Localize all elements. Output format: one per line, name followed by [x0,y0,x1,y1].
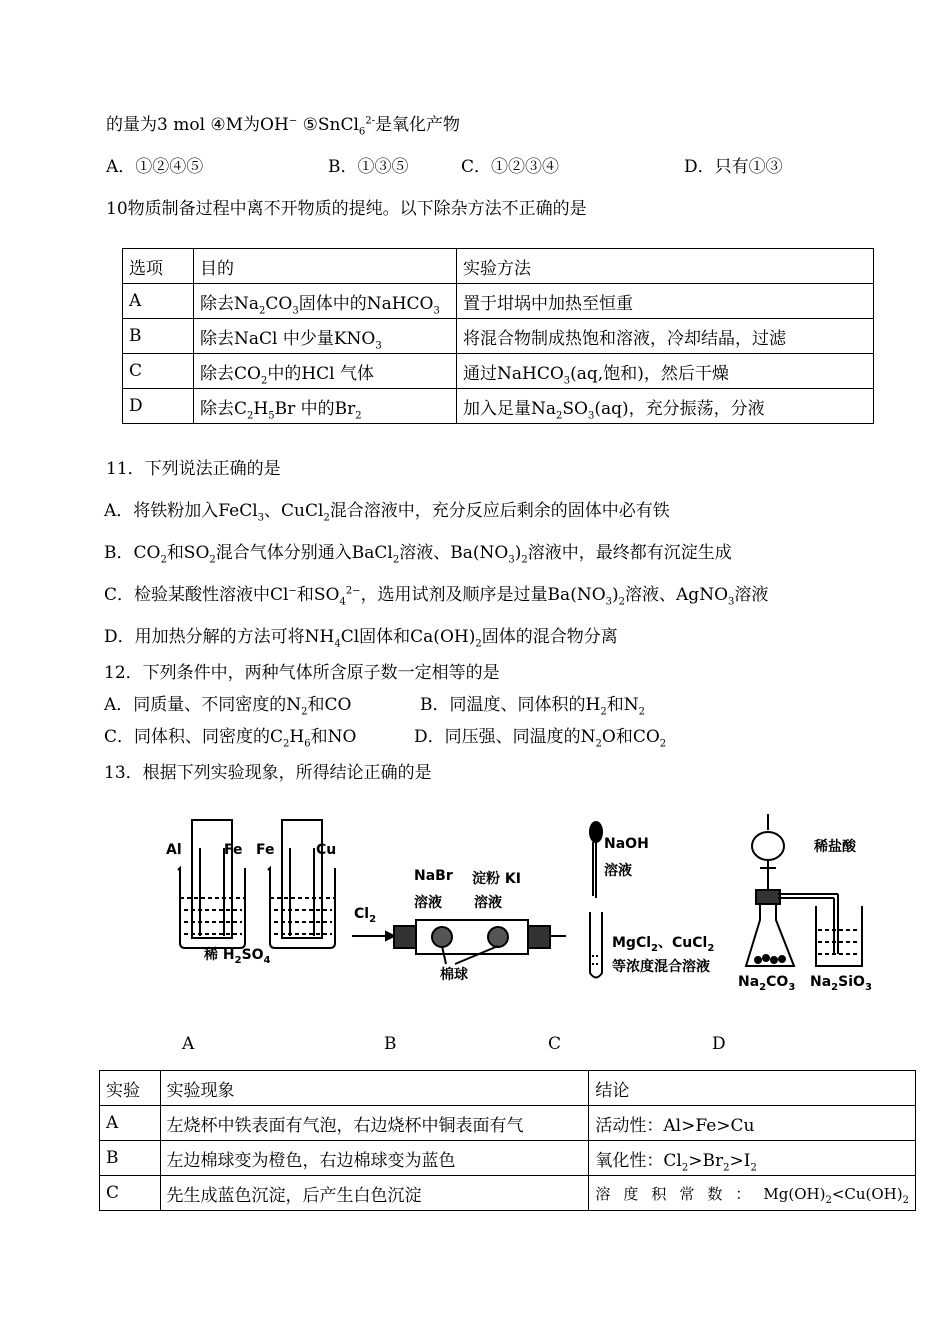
text: Na [810,974,832,990]
text: H [253,398,269,419]
fig-label-na2sio3 [810,974,872,993]
sub: 6 [304,738,311,750]
sub: 2 [209,554,216,566]
q9-option-b: B．①③⑤ [328,157,409,177]
text: 加入足量Na [463,398,557,419]
sub: 2 [521,554,528,566]
q9-text-1: 的量为3 mol ④M为OH [106,115,289,135]
text: Cl [354,906,370,922]
table-row [100,1141,916,1176]
q9-sup-2: 2- [365,115,376,127]
fig-caption-c: C [548,1034,562,1054]
fig-label-naoh2: 溶液 [604,863,632,879]
q13-header-concl: 结论 [589,1071,916,1106]
glass-tube-icon [352,920,566,964]
sub: 2 [160,554,167,566]
q10-cell-opt: D [123,389,194,424]
test-tube-icon [590,912,602,978]
q10-cell-goal [194,389,457,424]
q12-option-d [414,726,666,748]
text: ，选用试剂及顺序是过量Ba(NO [360,585,606,605]
fig-label-ball: 棉球 [440,967,468,983]
sub: 2 [595,738,602,750]
text: (aq)，充分振荡，分液 [594,398,765,419]
q9-text-3: 是氧化产物 [375,115,461,135]
sub: 2 [355,409,362,421]
sub: 3 [728,596,735,608]
fig-caption-b: B [384,1034,397,1054]
q10-cell-method: 将混合物制成热饱和溶液，冷却结晶，过滤 [457,319,874,354]
sub: 2 [750,1161,757,1173]
text: SO [562,398,588,419]
text: B．同温度、同体积的H [420,695,601,715]
fig-label-acid [204,944,271,964]
sub: 3 [605,596,613,608]
fig-label-ki: 淀粉 KI [472,871,521,887]
text: 和CO [307,695,352,715]
text: 溶液中，最终都有沉淀生成 [527,543,732,563]
q13-header-phen: 实验现象 [160,1071,589,1106]
text: >Br [688,1150,724,1171]
q13-header-exp: 实验 [100,1071,161,1106]
text: D．同压强、同温度的N [414,727,596,747]
sub: 3 [257,512,265,524]
text: A．同质量、不同密度的N [104,695,302,715]
fig-label-nabr: NaBr [414,868,453,884]
q12-option-b [420,694,645,716]
sub: 3 [864,981,872,993]
fig-label-na2co3 [738,974,796,993]
text: SO [241,947,264,963]
q13-cell-phen: 先生成蓝色沉淀，后产生白色沉淀 [160,1176,589,1211]
q9-sub-2: 6 [358,126,366,138]
sub: 2 [651,942,658,954]
q13-table [99,1070,916,1211]
q13-cell-phen: 左烧杯中铁表面有气泡，右边烧杯中铜表面有气 [160,1106,589,1141]
q9-option-d: D．只有①③ [684,157,783,177]
sub: 3 [433,304,440,316]
text: D．用加热分解的方法可将NH [104,627,335,647]
q13-cell-exp: A [100,1106,161,1141]
q9-sup-1: − [288,115,298,127]
sub: 3 [292,304,299,316]
sub: 2 [618,596,626,608]
text: C．检验某酸性溶液中Cl [104,585,289,605]
sub: 3 [788,981,796,993]
sub: 2 [831,981,839,993]
q13-cell-concl [589,1176,916,1211]
text: CO [265,293,293,314]
text: SiO [838,974,865,990]
q10-cell-method [457,389,874,424]
q13-title: 13．根据下列实验现象，所得结论正确的是 [104,763,432,783]
beaker-right-icon [268,820,335,948]
q13-cell-phen: 左边棉球变为橙色，右边棉球变为蓝色 [160,1141,589,1176]
text: 固体的混合物分离 [481,627,618,647]
sub: 3 [375,339,382,351]
fig-label-naoh: NaOH [604,836,649,852]
sub: 2 [902,1194,909,1206]
text: 通过NaHCO [463,363,564,384]
fig-label-mix2: 等浓度混合溶液 [612,959,710,975]
q10-cell-opt: A [123,284,194,319]
q13-cell-exp: B [100,1141,161,1176]
q11-option-a [104,500,670,522]
sub: 2 [369,913,377,925]
table-row [123,319,874,354]
q10-title: 10物质制备过程中离不开物质的提纯。以下除杂方法不正确的是 [106,199,587,219]
q10-header-method: 实验方法 [457,249,874,284]
sub: 4 [263,954,271,966]
sub: 2 [638,706,645,718]
sub: 2 [392,554,400,566]
fig-label-fe1: Fe [224,842,243,858]
q11-option-c [104,584,768,606]
text: <Cu(OH) [831,1184,903,1203]
text: Mg(OH) [763,1184,826,1203]
text: 混合气体分别通入BaCl [215,543,393,563]
q11-option-b [104,542,732,564]
q10-cell-goal [194,284,457,319]
q10-table [122,248,874,424]
text: 和N [606,695,639,715]
fig-caption-d: D [712,1034,726,1054]
text: 除去NaCl 中少量KNO [200,328,376,349]
text: 、CuCl [658,935,708,951]
q12-option-c [104,726,356,748]
q10-cell-goal [194,354,457,389]
q13-cell-exp: C [100,1176,161,1211]
sub: 5 [268,409,275,421]
q10-header-opt: 选项 [123,249,194,284]
text: ) [612,585,619,605]
separatory-funnel-icon [752,814,784,890]
sub: 2 [247,409,254,421]
text: 溶液、AgNO [625,585,729,605]
sub: 2 [556,409,563,421]
sub: 2 [283,738,290,750]
text: 除去C [200,398,248,419]
sub: 2 [259,304,266,316]
fig-label-mix [612,932,714,952]
fig-label-fe2: Fe [256,842,275,858]
table-row [123,354,874,389]
table-row [123,284,874,319]
sub: 3 [563,374,571,386]
text: 固体中的NaHCO [298,293,434,314]
text: 混合溶液中，充分反应后剩余的固体中必有铁 [329,501,670,521]
text: 除去Na [200,293,260,314]
sub: 2 [323,512,330,524]
sup: − [288,585,297,597]
q11-option-d [104,626,618,648]
fig-caption-a: A [182,1034,195,1054]
text: A．将铁粉加入FeCl [104,501,258,521]
table-row [123,389,874,424]
text: 除去CO [200,363,261,384]
q12-title: 12．下列条件中，两种气体所含原子数一定相等的是 [104,663,500,683]
sub: 3 [587,409,595,421]
text: (aq,饱和)，然后干燥 [570,363,729,384]
sup: 2− [345,585,361,597]
text: B．CO [104,543,161,563]
sub: 2 [234,954,242,966]
text: MgCl [612,935,652,951]
q12-option-a [104,694,351,716]
sub: 3 [508,554,515,566]
table-row [100,1106,916,1141]
text: 和NO [310,727,357,747]
text: 溶液 [734,585,769,605]
fig-label-cu: Cu [316,842,337,858]
text: >I [729,1150,751,1171]
q9-option-c: C．①②③④ [461,157,560,177]
q10-cell-method [457,354,874,389]
q11-title: 11．下列说法正确的是 [106,459,281,479]
sub: 2 [759,981,767,993]
q9-option-a: A．①②④⑤ [106,157,204,177]
sub: 2 [260,374,268,386]
sub: 2 [825,1194,832,1206]
text: ) [514,543,522,563]
text: CO [766,974,789,990]
q9-tail-line [106,114,460,136]
fig-label-nabr2: 溶液 [414,895,442,911]
fig-label-cl2 [354,906,377,925]
q10-cell-method: 置于坩埚中加热至恒重 [457,284,874,319]
text: H [289,727,305,747]
q9-text-2: ⑤SnCl [297,115,359,135]
text: 溶度积常数： [595,1184,764,1203]
sub: 2 [301,706,308,718]
sub: 2 [600,706,607,718]
fig-label-hcl: 稀盐酸 [814,839,856,855]
fig-label-ki2: 溶液 [474,895,502,911]
table-row [100,1176,916,1211]
dropper-icon [590,822,602,898]
sub: 2 [475,638,482,650]
text: 氧化性：Cl [595,1150,682,1171]
sub: 2 [659,738,667,750]
sub: 2 [723,1161,730,1173]
text: 和SO [296,585,340,605]
q10-cell-opt: B [123,319,194,354]
beaker-left-icon [178,820,245,948]
fig-label-al: Al [166,842,182,858]
text: Cl固体和Ca(OH) [340,627,476,647]
q13-cell-concl: 活动性：Al>Fe>Cu [589,1106,916,1141]
q10-header-goal: 目的 [194,249,457,284]
text: Br 中的Br [274,398,356,419]
sub: 2 [681,1161,689,1173]
table-row [123,249,874,284]
sub: 4 [339,596,346,608]
text: Na [738,974,760,990]
q10-cell-goal [194,319,457,354]
sub: 4 [334,638,341,650]
text: 中的HCl 气体 [267,363,375,384]
text: 溶液、Ba(NO [399,543,509,563]
text: O和CO [601,727,660,747]
text: C．同体积、同密度的C [104,727,284,747]
text: 和SO [166,543,210,563]
text: 稀 H [204,947,235,963]
q13-cell-concl [589,1141,916,1176]
table-row [100,1071,916,1106]
text: 、CuCl [264,501,324,521]
sub: 2 [707,942,715,954]
conical-flask-icon [746,890,838,966]
q10-cell-opt: C [123,354,194,389]
